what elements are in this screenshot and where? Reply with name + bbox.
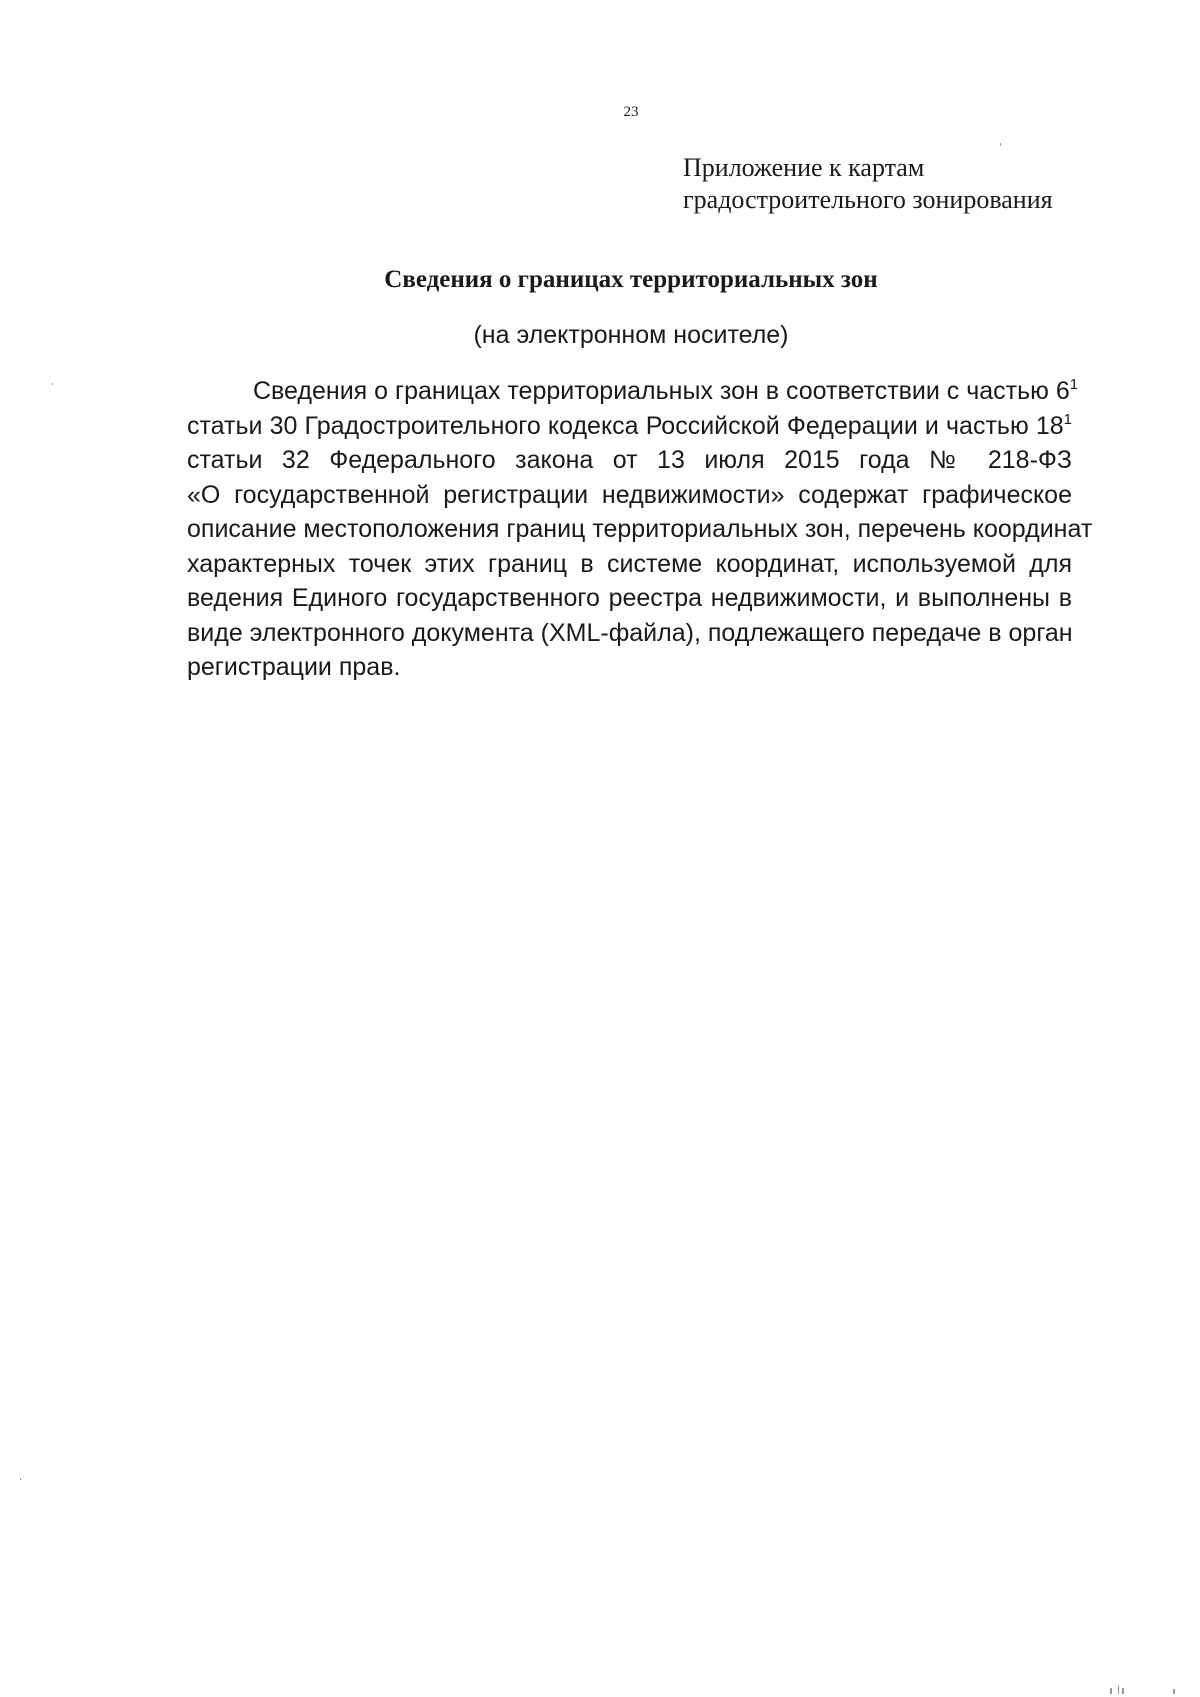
body-line-3: статьи 32 Федерального закона от 13 июля 2015 года № 218-ФЗ: [187, 446, 1072, 474]
document-title: Сведения о границах территориальных зон: [384, 266, 878, 293]
body-line-2: [187, 409, 1072, 444]
body-line-1: [187, 374, 1079, 409]
body-line-2-text: статьи 30 Градостроительного кодекса Российской Федерации и частью 18: [187, 411, 1064, 440]
scan-speck: [1000, 143, 1001, 146]
body-line-6: характерных точек этих границ в системе координат, используемой для: [187, 549, 1072, 578]
body-line-8: виде электронного документа (XML-файла), подлежащего передаче в орган: [187, 618, 1073, 647]
scan-speck: [1122, 1688, 1124, 1694]
appendix-line-2: градостроительного зонирования: [683, 185, 1053, 214]
body-line-9: регистрации прав.: [187, 653, 401, 681]
body-line-4: «О государственной регистрации недвижимости» содержат графическое: [187, 480, 1072, 509]
superscript-2: 1: [1063, 410, 1072, 428]
body-line-7: ведения Единого государственного реестра недвижимости, и выполнены в: [187, 584, 1072, 612]
page-number: 23: [623, 104, 639, 120]
scan-speck: [20, 1478, 21, 1480]
body-paragraph: [187, 374, 1093, 685]
scan-speck: [1110, 1688, 1112, 1694]
appendix-note: [683, 152, 1053, 216]
scan-speck: [1173, 1689, 1175, 1694]
body-line-5: описание местоположения границ территориальных зон, перечень координат: [187, 515, 1093, 543]
appendix-line-1: Приложение к картам: [683, 153, 925, 182]
document-subtitle: (на электронном носителе): [473, 321, 789, 349]
scan-speck: [1118, 1686, 1119, 1694]
scan-speck: [52, 383, 53, 385]
body-line-1-text: Сведения о границах территориальных зон в соответствии с частью 6: [253, 377, 1070, 405]
superscript-1: 1: [1069, 376, 1079, 393]
